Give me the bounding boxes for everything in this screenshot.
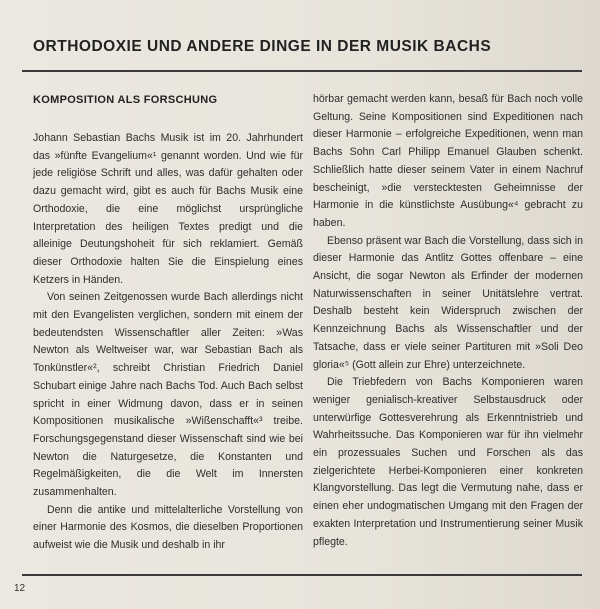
paragraph: Ebenso präsent war Bach die Vorstellung, dass sich in dieser Harmonie das Antlitz Gottes offenbare – eine Ansicht, die sogar Newton als Erfinder der modernen Naturwissenschaften in seiner Unitätslehre vertrat. Deshalb besteht kein Widerspruch zwischen der Kennzeichnung Bachs als Wissenschaftler und der Tatsache, dass er viele seiner Partituren mit »Soli Deo gloria«⁵ (Gott allein zur Ehre) unterzeichnete.	[313, 234, 583, 371]
top-rule-divider	[22, 70, 582, 72]
right-column	[313, 91, 583, 551]
page-number: 12	[14, 583, 26, 594]
paragraph: Von seinen Zeitgenossen wurde Bach allerdings nicht mit den Evangelisten verglichen, sondern mit einem der bedeutendsten Wissenschaftler aller Zeiten: »Was Newton als Weltweiser war, war Sebastian Bach als Tonkünstler«², schreibt Christian Friedrich Daniel Schubart einige Jahre nach Bachs Tod. Auch Bach selbst spricht in einer Widmung davon, dass er in seinen Kompositionen musikalische »Wißenschafft«³ treibe. Forschungsgegenstand dieser Wissenschaft sind wie bei Newton die Naturgesetze, die Konstanten und Regelmäßigkeiten, die die Welt im Innersten zusammenhalten.	[33, 291, 303, 499]
paragraph: Denn die antike und mittelalterliche Vorstellung von einer Harmonie des Kosmos, die dieselben Proportionen aufweist wie die Musik und deshalb in ihr	[33, 503, 303, 552]
section-heading: KOMPOSITION ALS FORSCHUNG	[33, 94, 218, 106]
page-title: ORTHODOXIE UND ANDERE DINGE IN DER MUSIK BACHS	[33, 38, 492, 55]
paragraph: Die Triebfedern von Bachs Komponieren waren weniger genialisch-kreativer Selbstausdruck oder unterwürfige Gottesverehrung als Erkenntnistrieb und Wahrheitssuche. Das Komponieren war für ihn vielmehr ein prozessuales Suchen und Forschen als das zielgerichtete Herbei-Komponieren einer konkreten Klangvorstellung. Das legt die Vermutung nahe, dass er einen eher undogmatischen Umgang mit den Fragen der exakten Interpretation und Instrumentierung seiner Musik pflegte.	[313, 376, 583, 548]
bottom-rule-divider	[22, 574, 582, 576]
paragraph: hörbar gemacht werden kann, besaß für Bach noch volle Geltung. Seine Kompositionen sind Expeditionen nach dieser Harmonie – erfolgreiche Expeditionen, wenn man Bachs Sohn Carl Philipp Emanuel Glauben schenkt. Schließlich hatte dieser seinem Vater in einem Nachruf bescheinigt, »die verstecktesten Geheimnisse der Harmonie in die künstlichste Ausübung«⁴ gebracht zu haben.	[313, 93, 583, 229]
paragraph: Johann Sebastian Bachs Musik ist im 20. Jahrhundert das »fünfte Evangelium«¹ genannt worden. Und wie für jede religiöse Schrift und alles, was dafür gehalten oder dazu gemacht wird, gibt es auch für Bachs Musik eine Orthodoxie, die eine möglichst ursprüngliche Interpretation des heiligen Textes predigt und die alleinige Deutungshoheit für sich reklamiert. Gemäß dieser Orthodoxie halten Sie die Einspielung eines Ketzers in Händen.	[33, 132, 303, 286]
left-column	[33, 90, 303, 555]
